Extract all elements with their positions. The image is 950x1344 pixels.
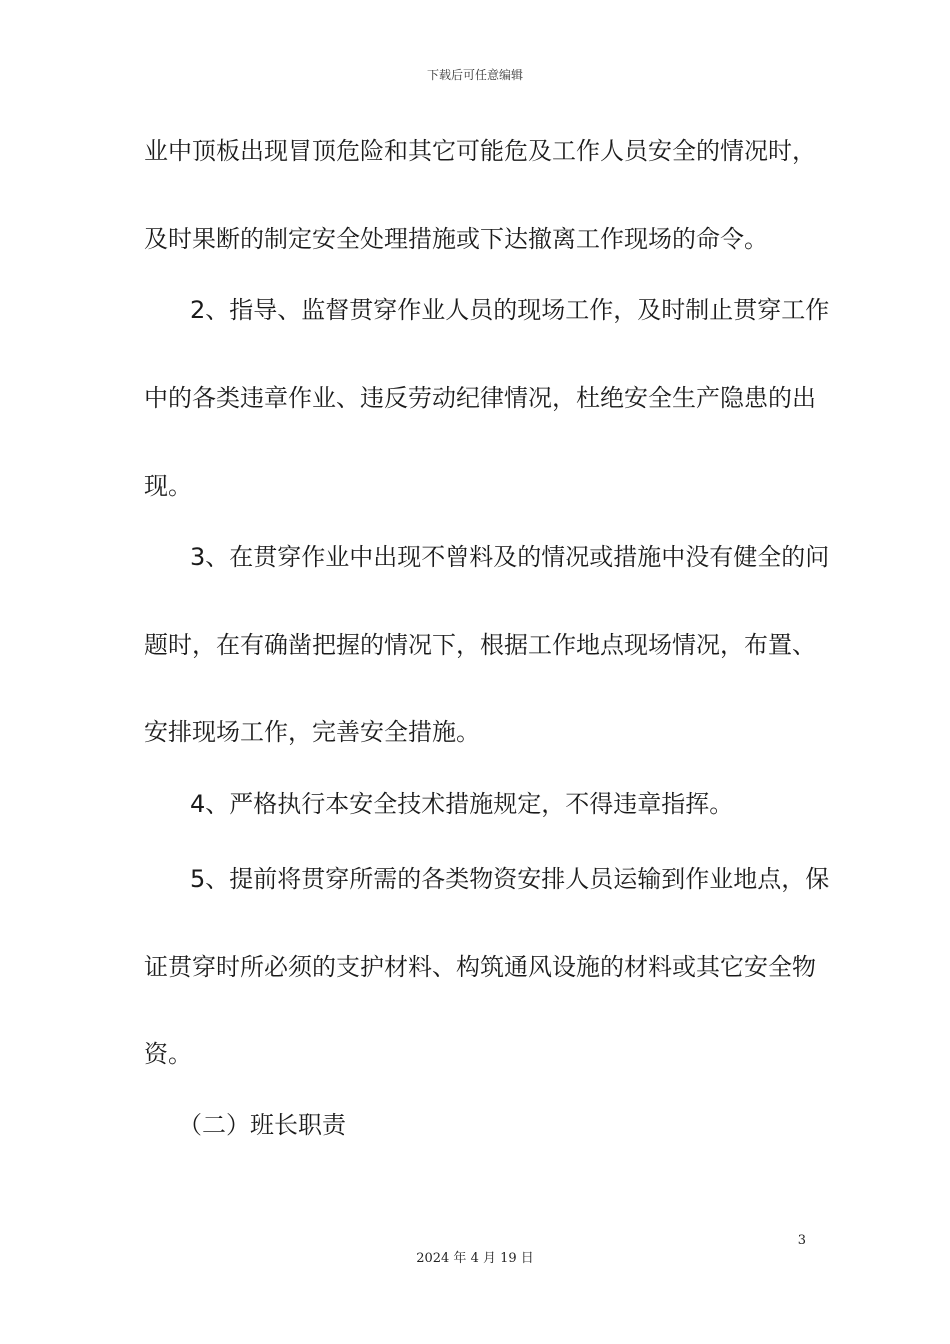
- page-header: 下载后可任意编辑: [426, 68, 523, 82]
- text-line: 现。: [144, 472, 192, 500]
- text-line: 题时，在有确凿把握的情况下，根据工作地点现场情况，布置、: [144, 631, 816, 659]
- section-heading: （二）班长职责: [178, 1111, 346, 1139]
- footer-date: 2024 年 4 月 19 日: [416, 1251, 534, 1266]
- page-number: 3: [797, 1233, 806, 1248]
- text-line: 安排现场工作，完善安全措施。: [144, 718, 480, 746]
- text-line: 4、严格执行本安全技术措施规定，不得违章指挥。: [190, 790, 734, 818]
- text-line: 中的各类违章作业、违反劳动纪律情况，杜绝安全生产隐患的出: [144, 384, 816, 412]
- text-line: 证贯穿时所必须的支护材料、构筑通风设施的材料或其它安全物: [144, 953, 816, 981]
- text-line: 及时果断的制定安全处理措施或下达撤离工作现场的命令。: [144, 225, 768, 253]
- text-line: 业中顶板出现冒顶危险和其它可能危及工作人员安全的情况时，: [144, 137, 816, 165]
- text-line: 5、提前将贯穿所需的各类物资安排人员运输到作业地点，保: [190, 865, 830, 893]
- text-line: 3、在贯穿作业中出现不曾料及的情况或措施中没有健全的问: [190, 543, 830, 571]
- text-line: 资。: [144, 1040, 192, 1068]
- text-line: 2、指导、监督贯穿作业人员的现场工作，及时制止贯穿工作: [190, 296, 830, 324]
